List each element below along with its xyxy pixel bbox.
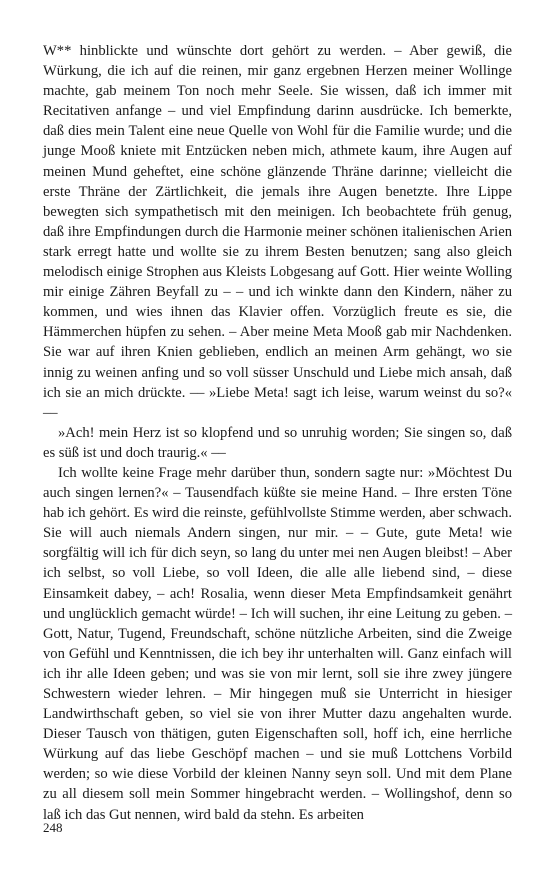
paragraph-1: W** hinblickte und wünschte dort gehört zu werden. – Aber gewiß, die Würkung, die ich auf die reinen, mir ganz ergebnen Herzen meiner Wollinge machte, gab meinem Ton noch mehr Seele. Sie wissen, daß ich immer mit Recitativen anfange – und viel Empfindung darinn ausdrücke. Ich bemerkte, daß dies mein Talent eine neue Quelle von Wohl für die Familie wurde; und die junge Mooß kniete mit Entzücken neben mich, athmete kaum, ihre Augen auf meinen Mund geheftet, eine schöne glänzende Thräne darinne; vielleicht die erste Thräne der Zärtlichkeit, die jemals ihre Augen benetzte. Ihre Lippe bewegten sich sympathetisch mit den meinigen. Ich beobachtete früh genug, daß ihre Empfindungen durch die Harmonie meiner schönen italienischen Arien stark erregt hatte und wollte sie zu ihrem Besten benutzen; sang also gleich melodisch einige Strophen aus Kleists Lobgesang auf Gott. Hier weinte Wolling mir einige Zähren Beyfall zu – – und ich winkte dann den Kindern, näher zu kommen, und wies ihnen das Klavier offen. Vorzüglich freute es sie, die Hämmerchen hüpfen zu sehen. – Aber meine Meta Mooß gab mir Nachdenken. Sie war auf ihren Knien geblieben, endlich an meinen Arm gehängt, wo sie innig zu weinen anfing und so voll süsser Unschuld und Liebe mich ansah, daß ich sie an mich drückte. –– »Liebe Meta! sagt ich leise, warum weinst du so?« –– xyxy=(43,43,512,421)
paragraph-3: Ich wollte keine Frage mehr darüber thun, sondern sagte nur: »Möchtest Du auch singen lernen?« – Tausendfach küßte sie meine Hand. – Ihre ersten Töne hab ich gehört. Es wird die reinste, gefühlvollste Stimme werden, aber schwach. Sie will auch niemals Andern singen, nur mir. – – Gute, gute Meta! wie sorgfältig will ich für dich seyn, so lang du unter mei nen Augen bleibst! – Aber ich selbst, so voll Liebe, so voll Ideen, die alle alle liebend sind, – diese Einsamkeit dabey, – ach! Rosalia, wenn dieser Meta Empfindsamkeit genährt und unglücklich gemacht würde! – Ich will suchen, ihr eine Leitung zu geben. – Gott, Natur, Tugend, Freundschaft, schöne nützliche Arbeiten, sind die Zweige von Gefühl und Kenntnissen, die ich bey ihr unterhalten will. Ganz einfach will ich ihr alle Ideen geben; und was sie von mir lernt, soll sie ihre zwey jüngere Schwestern wieder lehren. – Mir hingegen muß sie Unterricht in hiesiger Landwirthschaft geben, so viel sie von ihrer Mutter dazu angehalten wurde. Dieser Tausch von thätigen, guten Eigenschaften soll, hoff ich, eine herrliche Würkung auf das liebe Geschöpf machen – und sie muß Lottchens Vorbild werden; so wie diese Vorbild der kleinen Nanny seyn soll. Und mit dem Plane zu all diesem soll mein Sommer hingebracht werden. – Wollingshof, denn so laß ich das Gut nennen, wird bald da stehn. Es arbeiten xyxy=(43,464,512,823)
paragraph-2: »Ach! mein Herz ist so klopfend und so unruhig worden; Sie singen so, daß es süß ist und doch traurig.« –– xyxy=(43,424,512,461)
book-page-text xyxy=(43,41,512,825)
page-number: 248 xyxy=(43,820,63,835)
